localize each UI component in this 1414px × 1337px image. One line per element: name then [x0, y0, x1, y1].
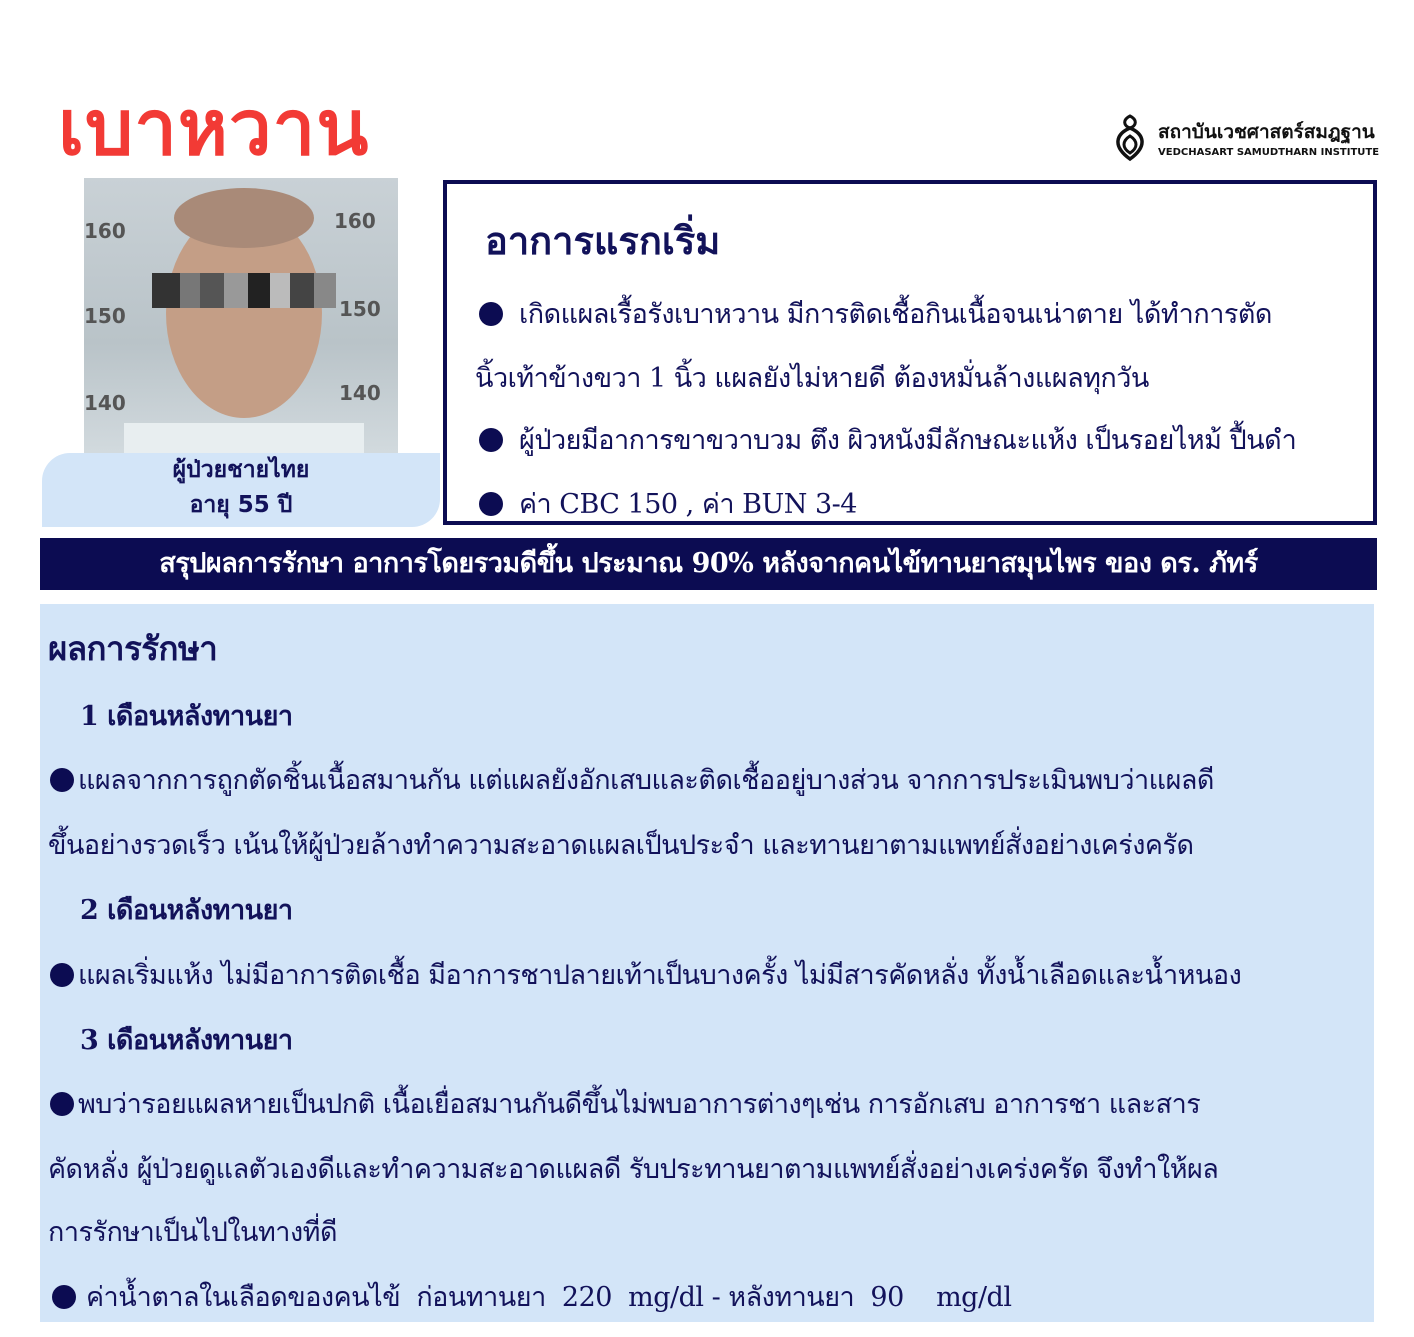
month1-heading: 1 เดือนหลังทานยา [80, 701, 293, 732]
svg-text:140: 140 [84, 391, 126, 415]
svg-text:150: 150 [339, 297, 381, 321]
results-title: ผลการรักษา [48, 629, 218, 668]
month3-text: พบว่ารอยแผลหายเป็นปกติ เนื้อเยื่อสมานกันดีขึ้นไม่พบอาการต่างๆเช่น การอักเสบ อาการชา และสาร [78, 1089, 1201, 1120]
symptoms-title: อาการแรกเริ่ม [485, 218, 721, 263]
logo-name-english: VEDCHASART SAMUDTHARN INSTITUTE [1158, 146, 1380, 158]
patient-photo [84, 178, 398, 453]
svg-text:150: 150 [84, 304, 126, 328]
month1-text: แผลจากการถูกตัดชิ้นเนื้อสมานกัน แต่แผลยังอักเสบและติดเชื้ออยู่บางส่วน จากการประเมินพบว่าแผลดี [78, 765, 1214, 796]
month3-item [50, 1082, 1200, 1125]
month3-heading: 3 เดือนหลังทานยา [80, 1025, 293, 1056]
symptom-continuation: นิ้วเท้าข้างขวา 1 นิ้ว แผลยังไม่หายดี ต้องหมั่นล้างแผลทุกวัน [475, 363, 1149, 394]
month1-item [50, 758, 1214, 801]
logo-name-thai: สถาบันเวชศาสตร์สมฎฐาน [1158, 120, 1375, 143]
initial-symptoms-box [443, 180, 1377, 525]
patient-label: ผู้ป่วยชายไทย [172, 457, 310, 483]
symptom-item [479, 418, 1296, 461]
patient-caption [42, 453, 440, 527]
patient-age: อายุ 55 ปี [189, 492, 293, 518]
svg-text:140: 140 [339, 381, 381, 405]
symptom-item [479, 292, 1272, 335]
bullet-icon [52, 1285, 76, 1309]
month2-heading: 2 เดือนหลังทานยา [80, 895, 293, 926]
page-title: เบาหวาน [58, 83, 370, 172]
month2-text: แผลเริ่มแห้ง ไม่มีอาการติดเชื้อ มีอาการชาปลายเท้าเป็นบางครั้ง ไม่มีสารคัดหลั่ง ทั้งน้ำเลือดและน้ำหนอง [78, 960, 1242, 991]
month2-item [50, 953, 1241, 996]
blood-sugar-text: ค่าน้ำตาลในเลือดของคนไข้ ก่อนทานยา 220 mg/dl - หลังทานยา 90 mg/dl [86, 1282, 1012, 1313]
month3-continuation: การรักษาเป็นไปในทางที่ดี [48, 1217, 337, 1248]
svg-text:160: 160 [334, 209, 376, 233]
institute-logo [1108, 112, 1379, 162]
month3-continuation: คัดหลั่ง ผู้ป่วยดูแลตัวเองดีและทำความสะอาดแผลดี รับประทานยาตามแพทย์สั่งอย่างเคร่งครัด จึงทำให้ผล [48, 1154, 1219, 1185]
symptom-text: ค่า CBC 150 , ค่า BUN 3-4 [519, 489, 857, 520]
treatment-summary-banner: สรุปผลการรักษา อาการโดยรวมดีขึ้น ประมาณ 90% หลังจากคนไข้ทานยาสมุนไพร ของ ดร. ภัทร์ [40, 538, 1377, 590]
blood-sugar-item [52, 1275, 1011, 1318]
bullet-icon [50, 768, 74, 792]
treatment-results [40, 604, 1374, 1322]
lotus-logo-icon [1108, 112, 1152, 162]
bullet-icon [479, 428, 503, 452]
bullet-icon [479, 492, 503, 516]
symptom-text: เกิดแผลเรื้อรังเบาหวาน มีการติดเชื้อกินเนื้อจนเน่าตาย ได้ทำการตัด [519, 299, 1272, 330]
bullet-icon [479, 302, 503, 326]
symptom-text: ผู้ป่วยมีอาการขาขวาบวม ตึง ผิวหนังมีลักษณะแห้ง เป็นรอยไหม้ ปื้นดำ [519, 425, 1297, 456]
symptom-item [479, 482, 857, 525]
month1-continuation: ขึ้นอย่างรวดเร็ว เน้นให้ผู้ป่วยล้างทำความสะอาดแผลเป็นประจำ และทานยาตามแพทย์สั่งอย่างเคร่งครัด [48, 830, 1194, 861]
svg-text:160: 160 [84, 219, 126, 243]
bullet-icon [50, 1092, 74, 1116]
bullet-icon [50, 963, 74, 987]
